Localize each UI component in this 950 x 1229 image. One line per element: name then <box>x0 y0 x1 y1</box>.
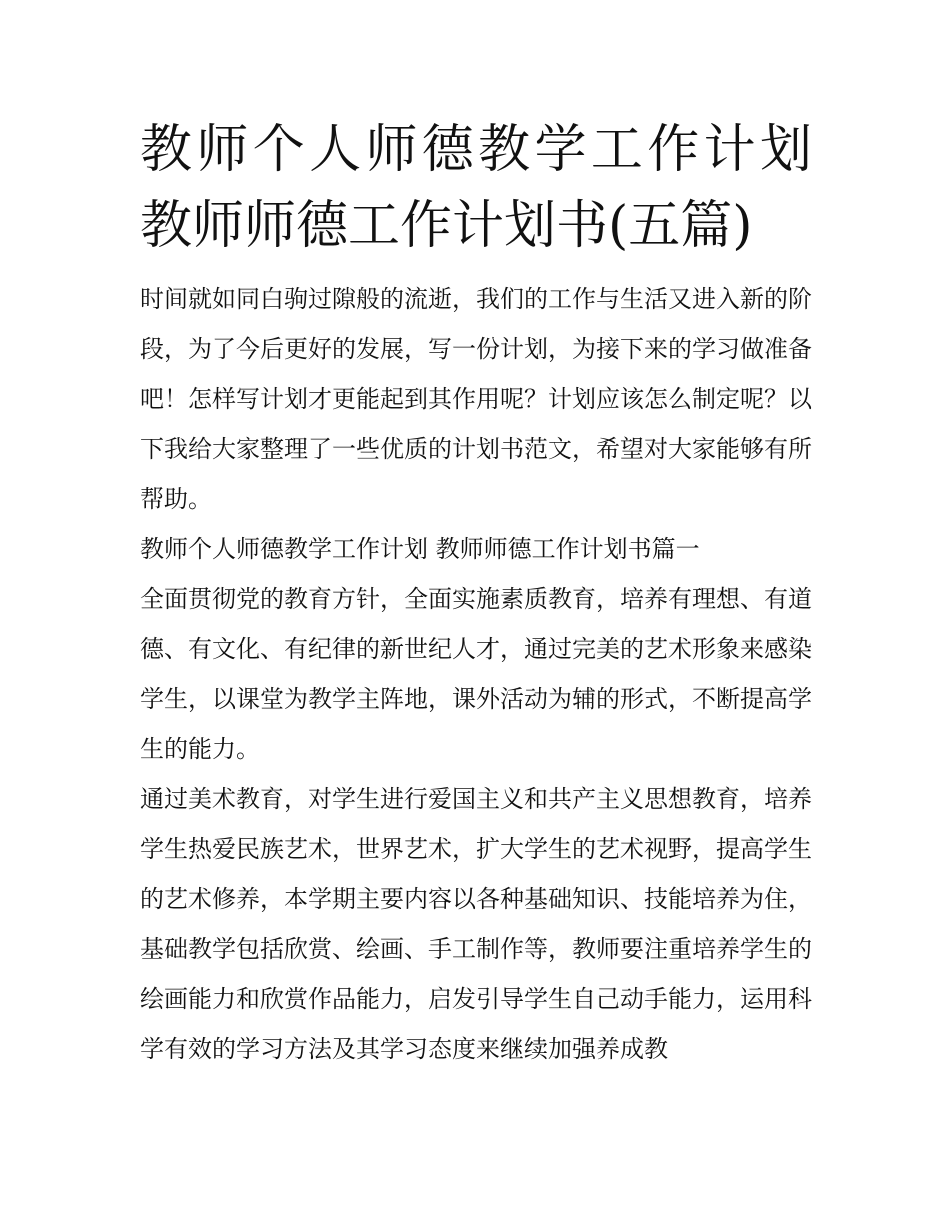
section-heading: 教师个人师德教学工作计划 教师师德工作计划书篇一 <box>140 535 700 563</box>
body-paragraph-1: 全面贯彻党的教育方针，全面实施素质教育，培养有理想、有道德、有文化、有纪律的新世纪人才，通过完美的艺术形象来感染学生，以课堂为教学主阵地，课外活动为辅的形式，不断提高学生的能力。 <box>140 585 812 763</box>
document-page <box>140 112 812 1074</box>
intro-paragraph: 时间就如同白驹过隙般的流逝，我们的工作与生活又进入新的阶段，为了今后更好的发展，写一份计划，为接下来的学习做准备吧！怎样写计划才更能起到其作用呢？计划应该怎么制定呢？以下我给大家整理了一些优质的计划书范文，希望对大家能够有所帮助。 <box>140 285 812 513</box>
body-paragraph-2: 通过美术教育，对学生进行爱国主义和共产主义思想教育，培养学生热爱民族艺术，世界艺术，扩大学生的艺术视野，提高学生的艺术修养，本学期主要内容以各种基础知识、技能培养为住，基础教学包括欣赏、绘画、手工制作等，教师要注重培养学生的绘画能力和欣赏作品能力，启发引导学生自己动手能力，运用科学有效的学习方法及其学习态度来继续加强养成教 <box>140 785 812 1063</box>
document-title: 教师个人师德教学工作计划 教师师德工作计划书(五篇) <box>140 120 812 256</box>
